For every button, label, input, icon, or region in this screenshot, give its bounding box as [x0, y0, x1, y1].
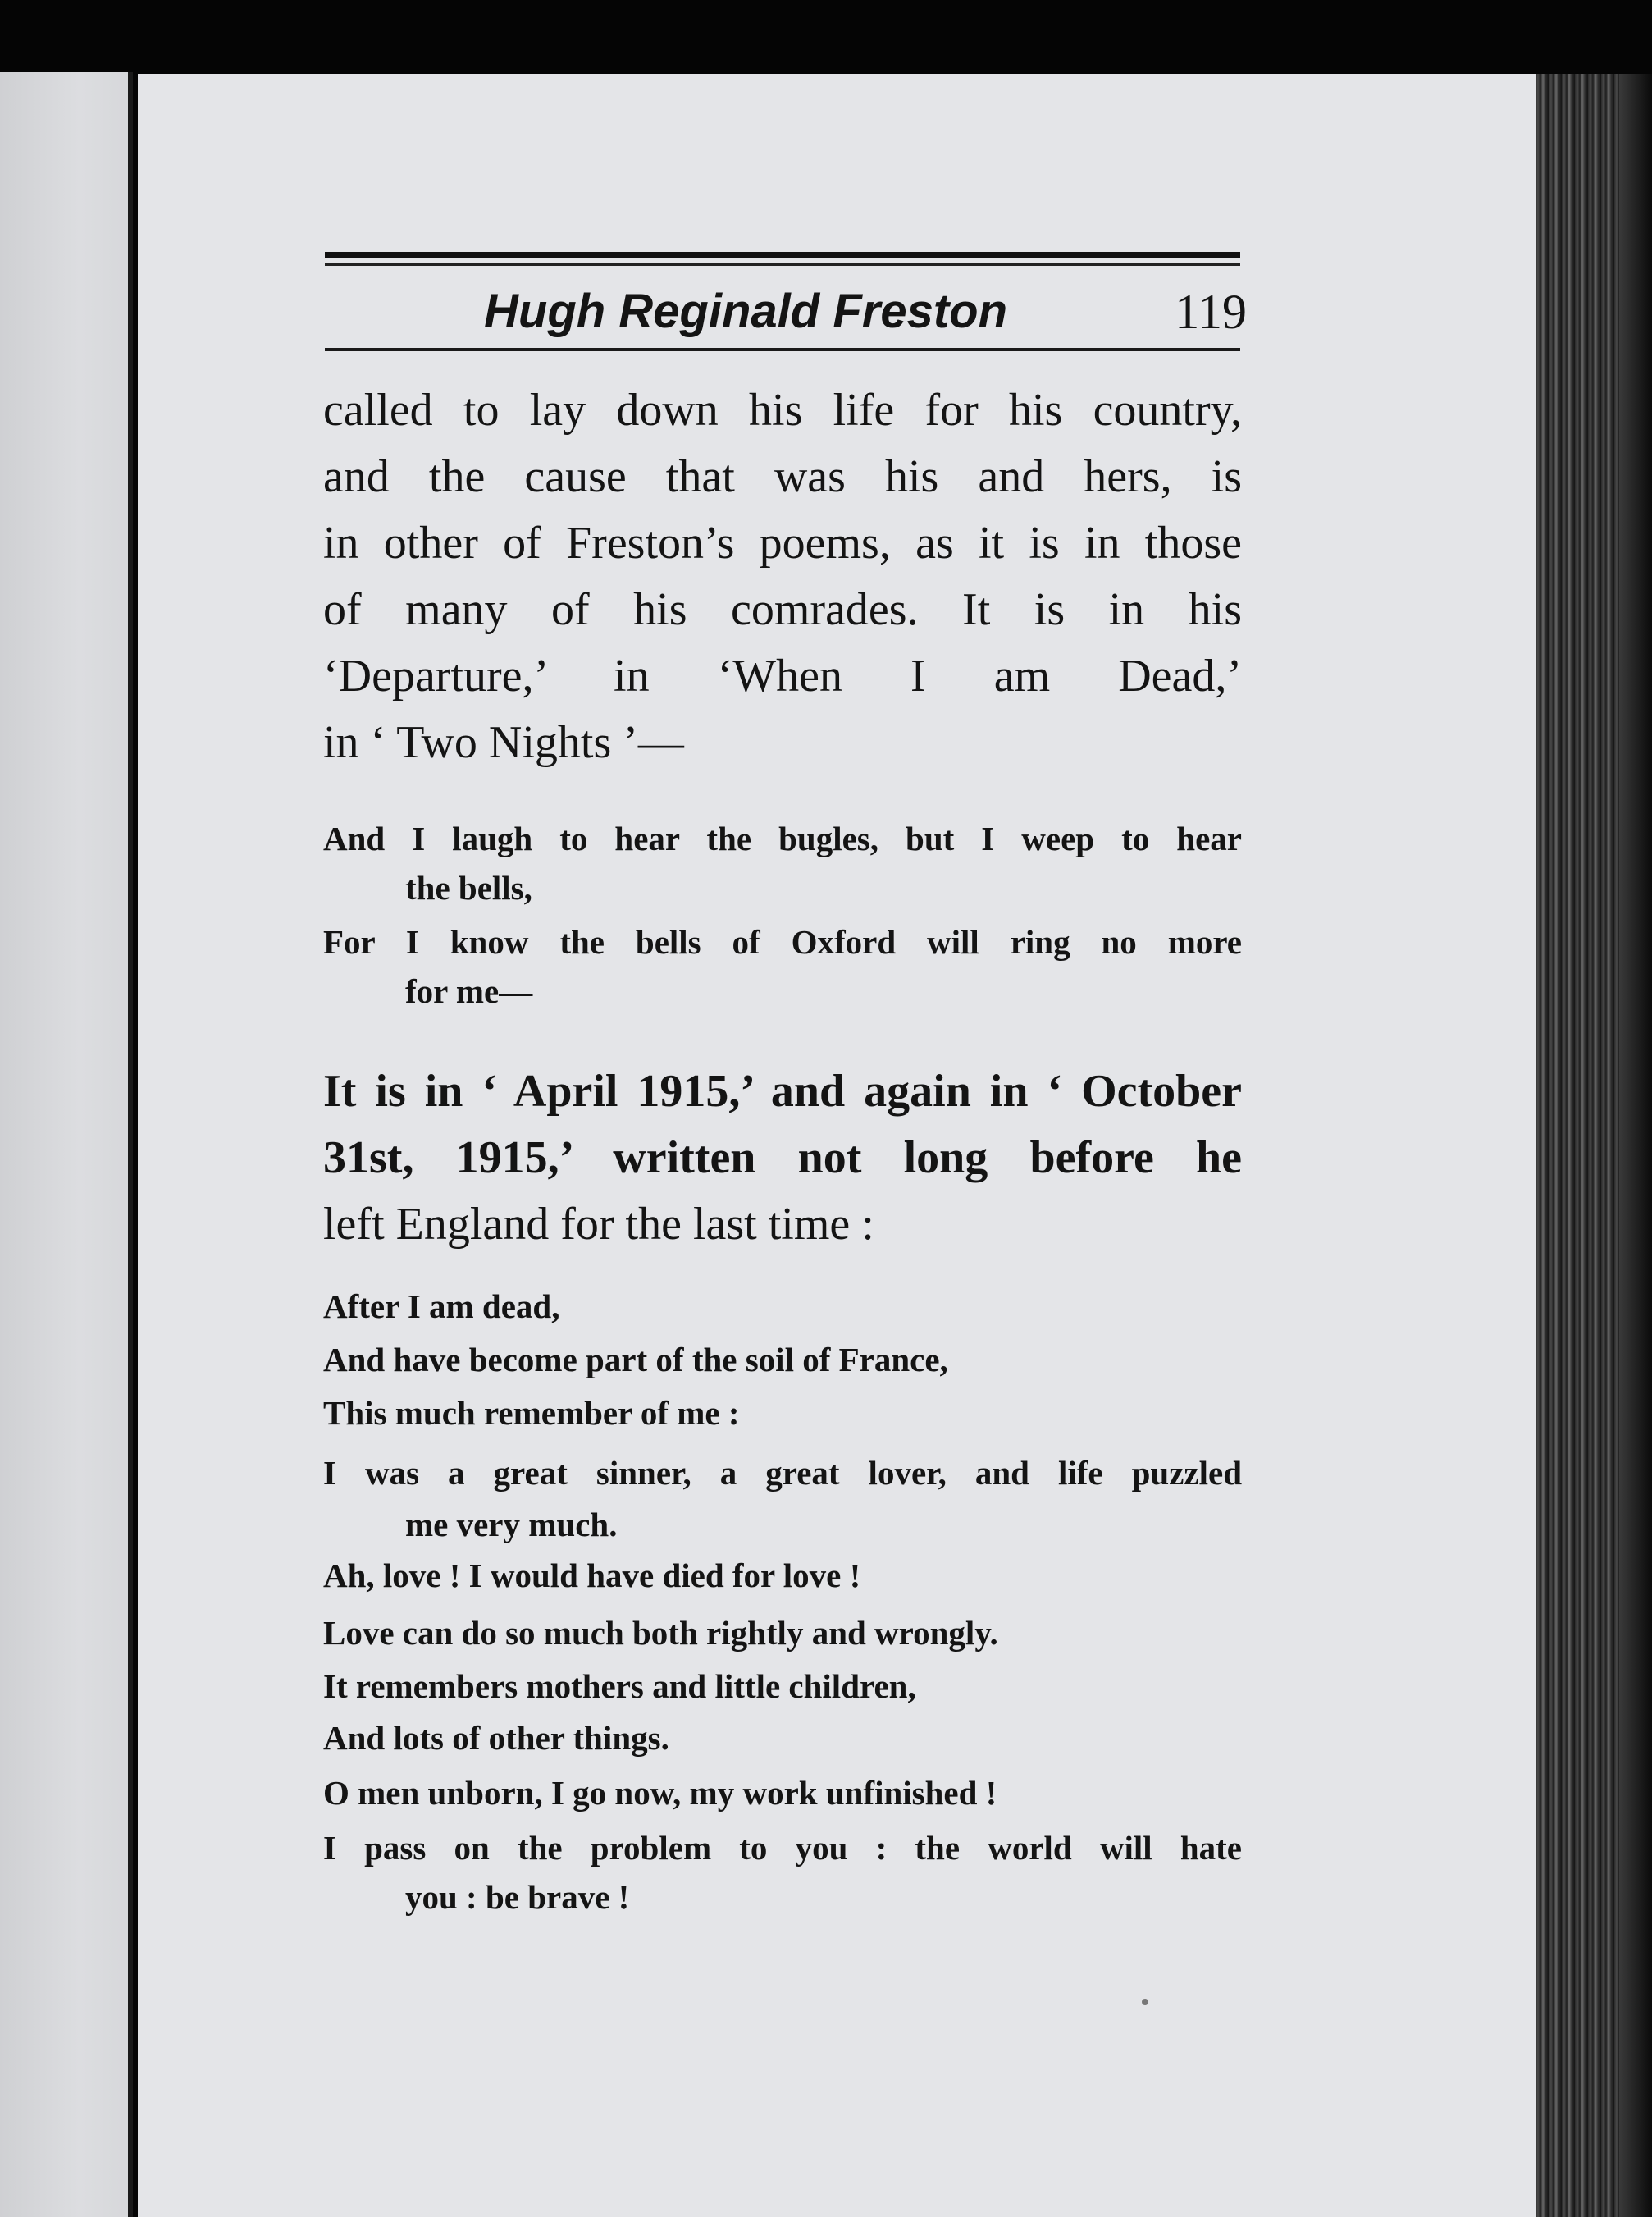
verse-line: I pass on the problem to you : the world will hate	[323, 1829, 1242, 1867]
paragraph-line: 31st, 1915,’ written not long before he	[323, 1132, 1242, 1183]
paper-speck	[1142, 1999, 1148, 2005]
verse-line: I was a great sinner, a great lover, and life puzzled	[323, 1454, 1242, 1492]
page-number: 119	[1175, 285, 1247, 339]
verse-line: This much remember of me :	[323, 1394, 740, 1432]
header-rule-thin	[325, 263, 1240, 266]
running-head-title: Hugh Reginald Freston	[484, 285, 1007, 338]
paragraph-line: in ‘ Two Nights ’—	[323, 717, 684, 768]
verse-line: And have become part of the soil of France,	[323, 1341, 948, 1378]
verse-line: After I am dead,	[323, 1287, 560, 1325]
paragraph-line: in other of Freston’s poems, as it is in those	[323, 518, 1242, 569]
page-stack-edge	[1536, 74, 1652, 2217]
verse-line: Ah, love ! I would have died for love !	[323, 1556, 861, 1594]
scanner-top-border	[0, 0, 1652, 75]
verse-line: me very much.	[405, 1506, 618, 1543]
paragraph-line: called to lay down his life for his country,	[323, 385, 1242, 436]
verse-line: And I laugh to hear the bugles, but I weep to hear	[323, 820, 1242, 857]
paragraph-line: left England for the last time :	[323, 1199, 874, 1250]
verse-line: the bells,	[405, 869, 532, 907]
verse-line: O men unborn, I go now, my work unfinished !	[323, 1774, 997, 1812]
verse-line: you : be brave !	[405, 1878, 630, 1916]
paragraph-line: ‘Departure,’ in ‘When I am Dead,’	[323, 651, 1242, 702]
header-rule-thick	[325, 252, 1240, 258]
verse-line: for me—	[405, 972, 533, 1010]
facing-page-edge	[0, 72, 133, 2217]
header-underline	[325, 348, 1240, 351]
verse-line: Love can do so much both rightly and wrongly.	[323, 1614, 998, 1652]
paragraph-line: of many of his comrades. It is in his	[323, 584, 1242, 635]
verse-line: For I know the bells of Oxford will ring no more	[323, 923, 1242, 961]
paragraph-line: It is in ‘ April 1915,’ and again in ‘ October	[323, 1066, 1242, 1117]
verse-line: It remembers mothers and little children,	[323, 1667, 916, 1705]
verse-line: And lots of other things.	[323, 1719, 669, 1757]
paragraph-line: and the cause that was his and hers, is	[323, 451, 1242, 502]
